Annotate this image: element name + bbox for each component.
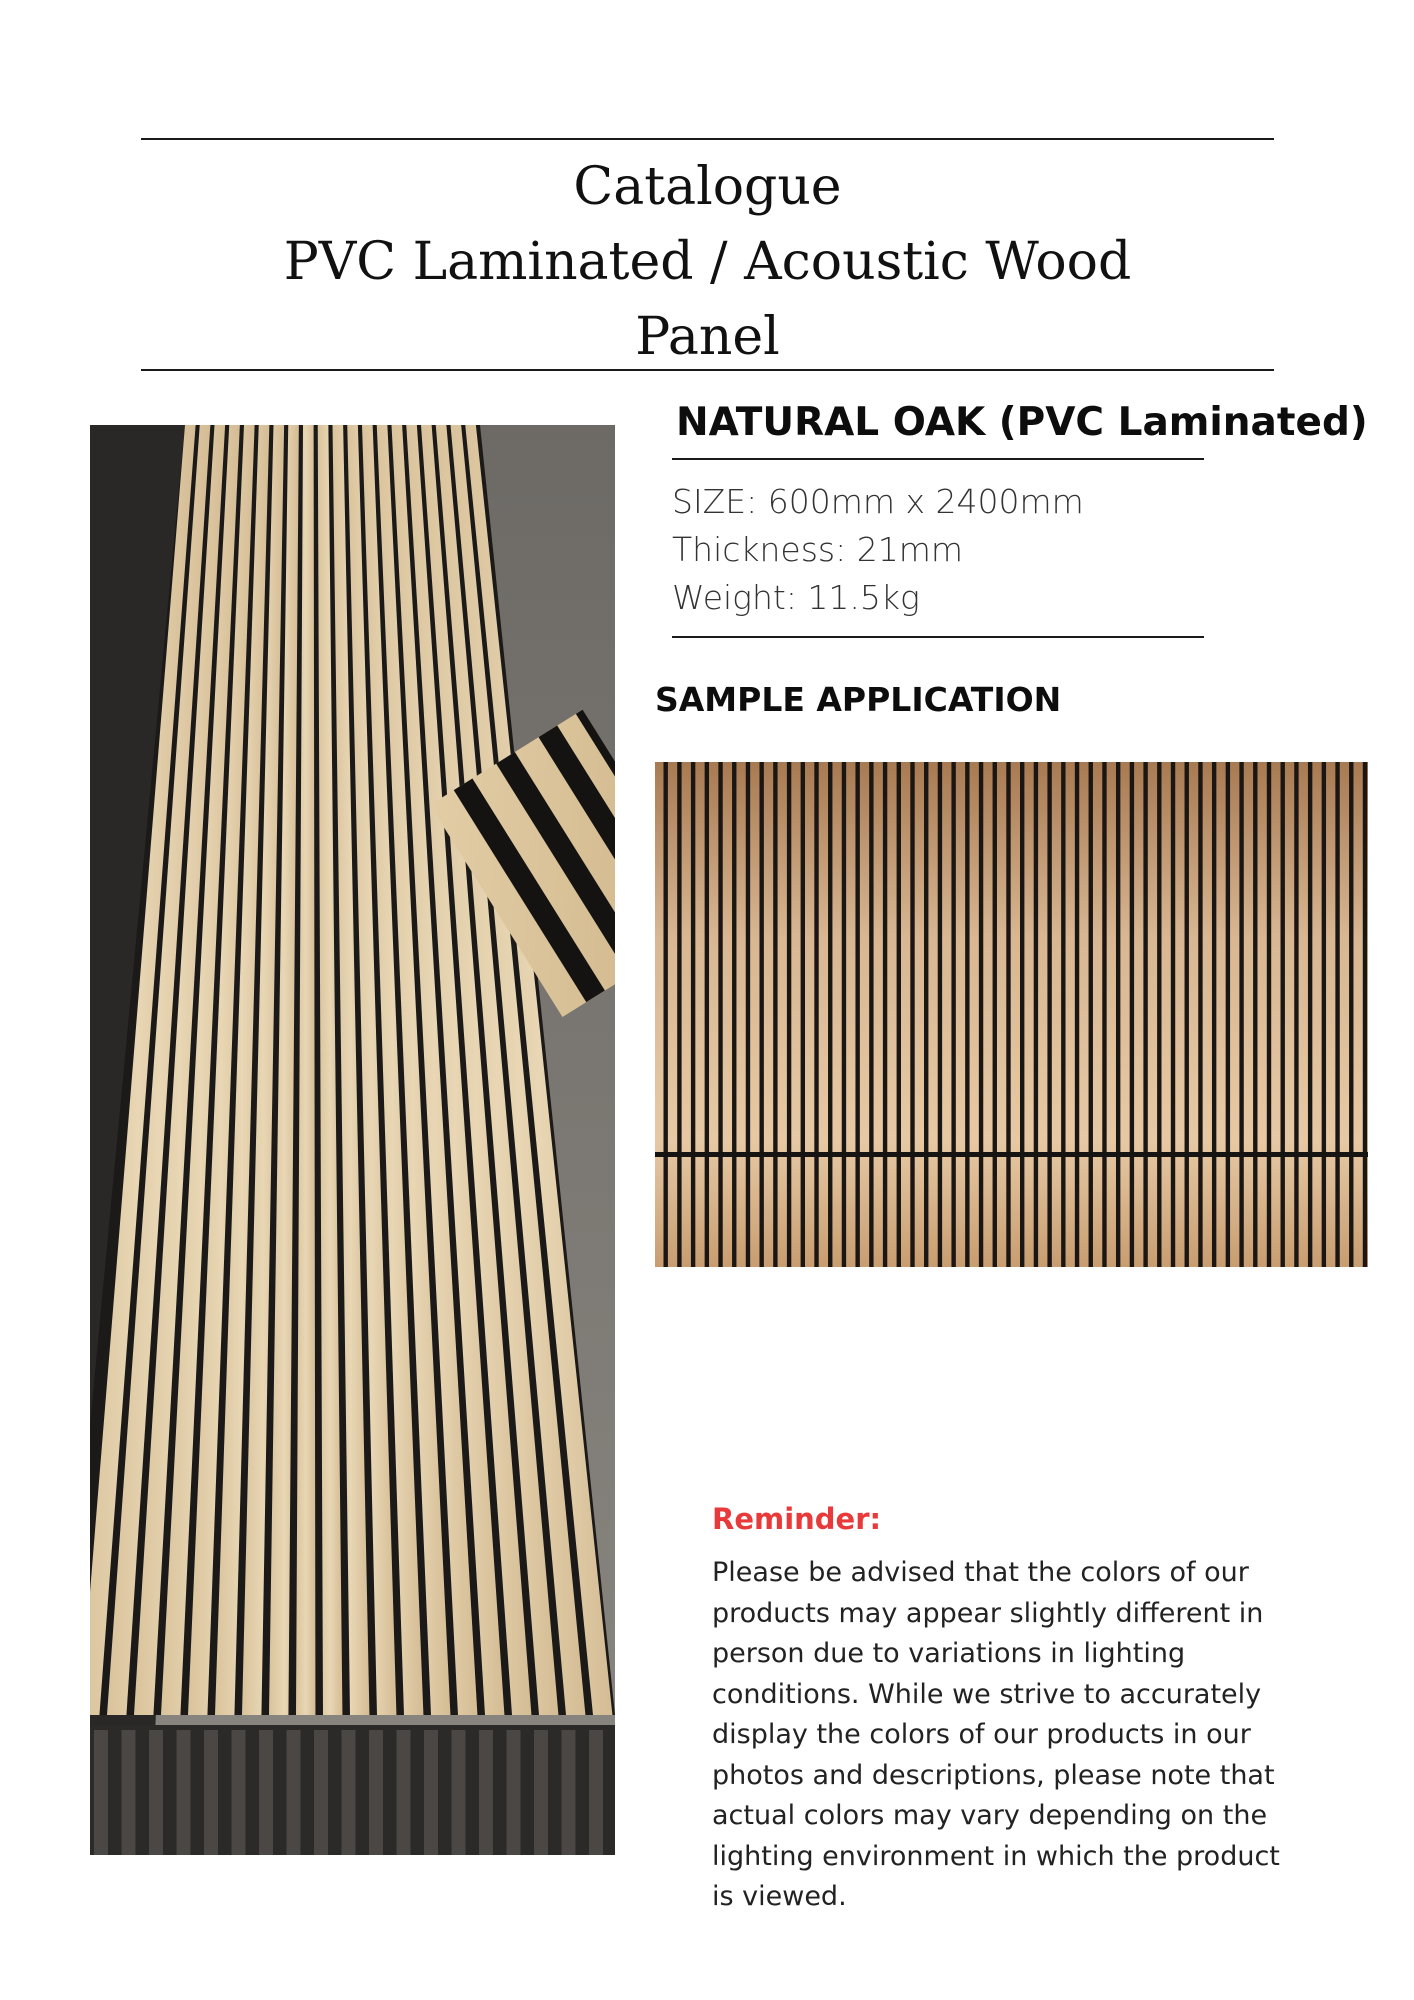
sample-slat-gap — [1006, 762, 1010, 1267]
sample-slat-gap — [1034, 762, 1038, 1267]
stacked-panel-edge — [369, 1730, 383, 1855]
sample-slat-gap — [801, 762, 805, 1267]
page-title — [141, 150, 1274, 375]
stacked-panel-edge — [259, 1730, 273, 1855]
sample-slat-gap — [1363, 762, 1367, 1267]
stacked-panel-edge — [232, 1730, 246, 1855]
sample-slat-gap — [1185, 762, 1189, 1267]
sample-slat-gap — [1089, 762, 1093, 1267]
sample-slat-gap — [787, 762, 791, 1267]
sample-slat-gap — [951, 762, 955, 1267]
stacked-panel-edge — [397, 1730, 411, 1855]
sample-slat-gap — [828, 762, 832, 1267]
sample-slat-gap — [938, 762, 942, 1267]
sample-slat-gap — [773, 762, 777, 1267]
sample-slat-gap — [1322, 762, 1326, 1267]
stacked-panel-edge — [94, 1730, 108, 1855]
stacked-panel-edge — [122, 1730, 136, 1855]
sample-slat-gap — [979, 762, 983, 1267]
product-photo — [90, 425, 615, 1855]
sample-slat-gap — [1061, 762, 1065, 1267]
sample-slat-gap — [1212, 762, 1216, 1267]
sample-slat-gap — [746, 762, 750, 1267]
sample-application-photo — [655, 762, 1368, 1267]
sample-slat-gap — [1239, 762, 1243, 1267]
sample-slat-gap — [664, 762, 668, 1267]
sample-slat-gap — [883, 762, 887, 1267]
sample-slat-gap — [1047, 762, 1051, 1267]
stacked-panel-edge — [177, 1730, 191, 1855]
reminder-heading: Reminder: — [712, 1502, 882, 1536]
sample-slat-gap — [705, 762, 709, 1267]
sample-slat-gap — [1253, 762, 1257, 1267]
stacked-panel-edge — [149, 1730, 163, 1855]
sample-slat-gap — [993, 762, 997, 1267]
stacked-panel-edge — [204, 1730, 218, 1855]
sample-slat-gap — [677, 762, 681, 1267]
stacked-panel-edge — [507, 1730, 521, 1855]
spec-thickness: Thickness: 21mm — [672, 530, 963, 569]
sample-slat-gap — [1075, 762, 1079, 1267]
product-name: NATURAL OAK (PVC Laminated) — [676, 400, 1368, 445]
sample-slat-gap — [924, 762, 928, 1267]
sample-slat-gap — [1335, 762, 1339, 1267]
sample-slat-gap — [691, 762, 695, 1267]
sample-slat-gap — [759, 762, 763, 1267]
sample-slat-gap — [1020, 762, 1024, 1267]
sample-slat-gap — [1349, 762, 1353, 1267]
stacked-panel-edge — [534, 1730, 548, 1855]
sample-slat-gap — [718, 762, 722, 1267]
title-line-1: Catalogue — [573, 157, 842, 217]
specs-bottom-rule — [672, 636, 1204, 638]
sample-slat-gap — [910, 762, 914, 1267]
header-bottom-rule — [141, 369, 1274, 371]
sample-application-heading: SAMPLE APPLICATION — [655, 680, 1062, 719]
sample-slat-gap — [1294, 762, 1298, 1267]
stacked-panel-edge — [342, 1730, 356, 1855]
sample-slat-gap — [1226, 762, 1230, 1267]
sample-slat-gap — [732, 762, 736, 1267]
stacked-panel-edge — [424, 1730, 438, 1855]
sample-slat-gap — [1130, 762, 1134, 1267]
stacked-panel-edge — [479, 1730, 493, 1855]
stacked-panel-edge — [589, 1730, 603, 1855]
sample-slat-gap — [1171, 762, 1175, 1267]
sample-slat-gap — [897, 762, 901, 1267]
sample-slat-gap — [855, 762, 859, 1267]
product-name-rule — [672, 458, 1204, 460]
sample-slat-gap — [1102, 762, 1106, 1267]
sample-slat-gap — [1157, 762, 1161, 1267]
sample-slat-gap — [869, 762, 873, 1267]
sample-slat-gap — [965, 762, 969, 1267]
sample-slat-gap — [1281, 762, 1285, 1267]
title-line-2: PVC Laminated / Acoustic Wood — [283, 232, 1132, 292]
sample-slat-gap — [1308, 762, 1312, 1267]
stacked-panel-edge — [562, 1730, 576, 1855]
header-top-rule — [141, 138, 1274, 140]
stacked-panel-edge — [314, 1730, 328, 1855]
sample-slat-gap — [1267, 762, 1271, 1267]
sample-slat-gap — [842, 762, 846, 1267]
stacked-panel-edge — [287, 1730, 301, 1855]
product-specs — [672, 478, 1212, 622]
title-line-3: Panel — [635, 307, 780, 367]
spec-weight: Weight: 11.5kg — [672, 578, 920, 617]
reminder-body: Please be advised that the colors of our products may appear slightly different in person due to variations in lighting conditions. While we strive to accurately display the colors of our products in our photos and descriptions, please note that actual colors may vary depending on the lighting environment in which the product is viewed. — [712, 1557, 1280, 1912]
sample-slat-gap — [1198, 762, 1202, 1267]
sample-slat-gap — [1116, 762, 1120, 1267]
spec-size: SIZE: 600mm x 2400mm — [672, 482, 1084, 521]
sample-slat-gap — [814, 762, 818, 1267]
sample-slat-gap — [1143, 762, 1147, 1267]
stacked-panel-edge — [452, 1730, 466, 1855]
